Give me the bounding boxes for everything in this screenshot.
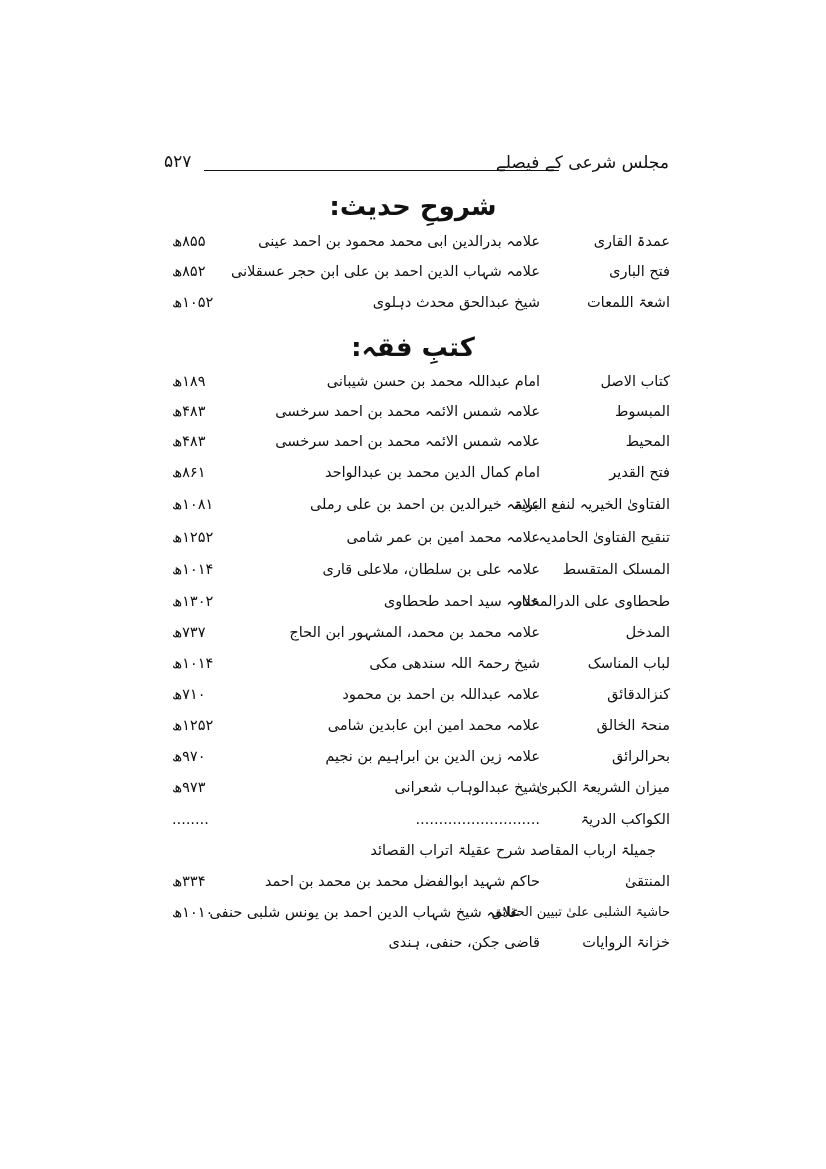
table-row: [170, 530, 670, 556]
book-title: خزانۃ الروایات: [582, 935, 670, 951]
book-title: فتح القدیر: [609, 465, 670, 481]
book-title: المنتقیٰ: [624, 874, 670, 890]
table-row: [170, 874, 670, 900]
death-year: ۷۱۰ھ: [172, 687, 206, 703]
table-row: [170, 749, 670, 775]
table-row: [170, 780, 670, 806]
death-year: ۱۳۰۲ھ: [172, 594, 214, 610]
book-title: اشعۃ اللمعات: [587, 295, 670, 311]
book-title: عمدۃ القاری: [593, 234, 670, 250]
book-title: المحیط: [625, 434, 670, 450]
book-title: کتاب الاصل: [600, 374, 670, 390]
death-year: ۱۰۱۰ھ: [172, 905, 214, 921]
book-title: المبسوط: [614, 404, 670, 420]
death-year: ........: [172, 812, 209, 828]
death-year: ۱۸۹ھ: [172, 374, 206, 390]
book-title: بحرالرائق: [612, 749, 670, 765]
author-name: علامہ عبداللہ بن احمد بن محمود: [342, 687, 540, 703]
author-name: امام عبداللہ محمد بن حسن شیبانی: [326, 374, 540, 390]
book-title: المدخل: [625, 625, 670, 641]
table-row: [170, 687, 670, 713]
author-name: حاکم شہید ابوالفضل محمد بن محمد بن احمد: [264, 874, 540, 890]
author-name: شیخ عبدالحق محدث دہلوی: [372, 295, 540, 311]
book-title: الفتاویٰ الخیریہ لنفع البریۃ: [513, 497, 670, 513]
author-name: علامہ محمد بن محمد، المشہور ابن الحاج: [289, 625, 540, 641]
death-year: ۹۷۳ھ: [172, 780, 206, 796]
table-row: [170, 434, 670, 460]
book-title: المسلک المتقسط: [562, 562, 670, 578]
table-row: [170, 935, 670, 961]
death-year: ۸۵۲ھ: [172, 264, 206, 280]
table-row: [170, 562, 670, 588]
author-name: علامہ خیرالدین بن احمد بن علی رملی: [309, 497, 540, 513]
author-name: شیخ عبدالوہاب شعرانی: [394, 780, 540, 796]
table-row: [170, 812, 670, 838]
author-name: ...........................: [415, 812, 540, 828]
death-year: ۹۷۰ھ: [172, 749, 206, 765]
author-name: علامہ شمس الائمہ محمد بن احمد سرخسی: [275, 434, 540, 450]
table-row: [170, 465, 670, 491]
death-year: ۱۲۵۲ھ: [172, 530, 214, 546]
table-row: [170, 404, 670, 430]
book-title: طحطاوی علی الدرالمختار: [514, 594, 670, 610]
death-year: ۱۰۱۴ھ: [172, 656, 214, 672]
death-year: ۸۵۵ھ: [172, 234, 206, 250]
section-title-fiqh: کتبِ فقہ:: [351, 333, 475, 363]
book-title: میزان الشریعۃ الکبریٰ: [536, 780, 670, 796]
author-name: علامہ شیخ شہاب الدین احمد بن یونس شلبی حنفی: [209, 905, 520, 921]
author-name: علامہ شہاب الدین احمد بن علی ابن حجر عسقلانی: [230, 264, 540, 280]
table-row: [170, 718, 670, 744]
death-year: ۱۰۵۲ھ: [172, 295, 214, 311]
book-title: الکواکب الدریۃ: [580, 812, 670, 828]
author-name: علامہ محمد امین ابن عابدین شامی: [327, 718, 540, 734]
header-rule: [204, 170, 559, 171]
author-name: علامہ سید احمد طحطاوی: [383, 594, 540, 610]
author-name: امام کمال الدین محمد بن عبدالواحد: [325, 465, 540, 481]
death-year: ۳۳۴ھ: [172, 874, 206, 890]
death-year: ۷۳۷ھ: [172, 625, 206, 641]
book-title: حاشیۃ الشلبی علیٰ تبیین الحقائق: [491, 905, 670, 920]
running-header: [164, 152, 669, 178]
author-name: علامہ شمس الائمہ محمد بن احمد سرخسی: [275, 404, 540, 420]
table-row: [170, 625, 670, 651]
author-name: علامہ بدرالدین ابی محمد محمود بن احمد عینی: [258, 234, 540, 250]
book-title: کنزالدقائق: [607, 687, 670, 703]
death-year: ۴۸۳ھ: [172, 404, 206, 420]
death-year: ۱۲۵۲ھ: [172, 718, 214, 734]
table-row: [170, 295, 670, 321]
book-title: تنقیح الفتاویٰ الحامدیہ: [538, 530, 670, 546]
book-title: لباب المناسک: [587, 656, 670, 672]
table-row: [170, 905, 670, 931]
death-year: ۴۸۳ھ: [172, 434, 206, 450]
author-name: شیخ رحمۃ اللہ سندھی مکی: [369, 656, 540, 672]
death-year: ۱۰۱۴ھ: [172, 562, 214, 578]
death-year: ۸۶۱ھ: [172, 465, 206, 481]
table-row: [170, 656, 670, 682]
section-title-hadith: شروحِ حدیث:: [329, 192, 497, 222]
author-name: علامہ علی بن سلطان، ملاعلی قاری: [322, 562, 540, 578]
table-row: [170, 234, 670, 260]
header-title: مجلس شرعی کے فیصلے: [495, 153, 669, 173]
table-row: [170, 594, 670, 620]
author-name: قاضی جکن، حنفی، ہندی: [388, 935, 540, 951]
table-row: [170, 374, 670, 400]
author-name: علامہ زین الدین بن ابراہیم بن نجیم: [325, 749, 540, 765]
book-title: منحۃ الخالق: [596, 718, 670, 734]
table-row: [170, 264, 670, 290]
table-row: [170, 497, 670, 523]
author-name: علامہ محمد امین بن عمر شامی: [346, 530, 540, 546]
section-note: جمیلۃ ارباب المقاصد شرح عقیلۃ اتراب القصائد: [370, 843, 656, 859]
page-number: ۵۲۷: [164, 152, 192, 172]
book-title: فتح الباری: [609, 264, 670, 280]
death-year: ۱۰۸۱ھ: [172, 497, 214, 513]
